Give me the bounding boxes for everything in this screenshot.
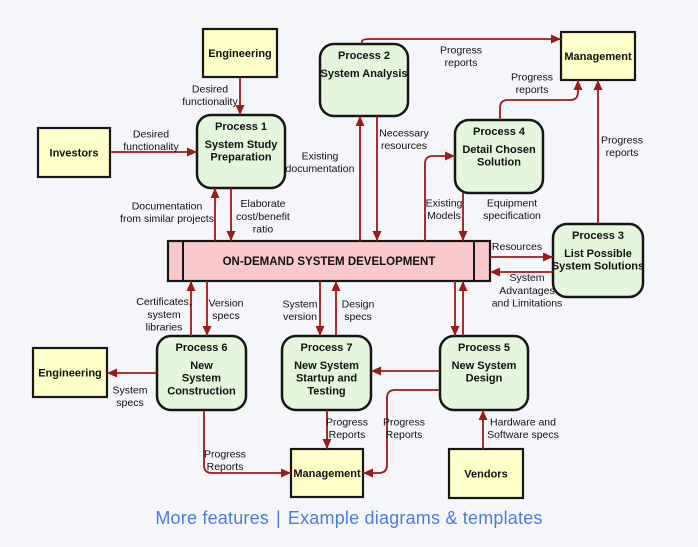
node-process-3 — [552, 224, 644, 297]
entity-label: Engineering — [38, 367, 102, 380]
flow-label-line: Version — [208, 297, 244, 310]
label-necessary-resources — [379, 127, 429, 152]
entity-label: Investors — [49, 147, 99, 160]
flow-label-line: Design — [341, 298, 375, 311]
entity-label: Engineering — [208, 47, 272, 60]
flow-label-line: Documentation — [131, 200, 203, 213]
example-diagrams-link[interactable]: Example diagrams & templates — [287, 508, 543, 528]
flow-label-line: Reports — [206, 461, 244, 474]
label-system-specs — [112, 384, 147, 409]
label-certificates-libraries — [136, 296, 191, 333]
flow-label-line: Progress — [439, 44, 483, 57]
entity-label: Vendors — [464, 468, 508, 481]
process-label-line: Solution — [477, 156, 521, 169]
flow-label-line: resources — [380, 140, 428, 153]
node-process-4 — [455, 120, 543, 193]
more-features-link[interactable]: More features — [155, 508, 270, 528]
flow-label-line: system — [147, 308, 181, 321]
flow-label-line: functionality — [123, 141, 179, 154]
process-label-line: System Solutions — [551, 260, 645, 273]
label-desired-functionality-left — [123, 128, 179, 153]
flow-label-line: Hardware and — [490, 416, 556, 429]
flow-label-line: reports — [605, 147, 639, 160]
node-process-1 — [197, 115, 285, 188]
flow-label-line: specification — [483, 210, 541, 223]
process-title: Process 5 — [458, 341, 510, 354]
node-process-6 — [157, 336, 246, 410]
process-label-line: Construction — [167, 385, 236, 398]
label-progress-reports-p5 — [383, 416, 425, 441]
label-system-advantages — [492, 272, 563, 309]
flow-label-line: Certificates, — [136, 296, 192, 309]
label-existing-models — [426, 197, 463, 222]
footer-separator: | — [276, 508, 281, 528]
flow-label-line: System — [509, 272, 545, 285]
label-hardware-software-specs — [487, 416, 559, 441]
entity-label: Management — [293, 467, 361, 480]
label-system-version — [282, 298, 317, 323]
flow-label-line: Advantages — [499, 284, 555, 297]
label-progress-reports-p6 — [204, 448, 246, 473]
process-title: Process 4 — [473, 125, 525, 138]
entity-label: Management — [564, 50, 632, 63]
flow-label-line: reports — [515, 84, 549, 97]
flow-label-line: Reports — [385, 429, 423, 442]
flow-label-line: reports — [444, 57, 478, 70]
flow-label-line: Progress — [600, 134, 644, 147]
label-version-specs — [208, 297, 243, 322]
entity-engineering-bottom — [33, 348, 107, 397]
node-process-7 — [282, 336, 371, 410]
flow-label-line: functionality — [182, 96, 238, 109]
flow-label-line: Desired — [132, 128, 170, 141]
flow-label-line: Elaborate — [240, 198, 286, 211]
process-label-line: Testing — [307, 385, 346, 398]
node-process-5 — [440, 336, 528, 410]
process-label-line: List Possible — [564, 247, 632, 260]
flow-label-line: Necessary — [379, 127, 429, 140]
label-resources — [492, 241, 542, 253]
flow-label-line: documentation — [285, 163, 355, 176]
process-title: Process 2 — [338, 49, 390, 62]
label-progress-reports-p2 — [440, 44, 482, 69]
flow-label-line: Progress — [382, 416, 426, 429]
flow-label-line: specs — [212, 310, 240, 323]
process-label-line: Design — [465, 372, 503, 385]
process-title: Process 1 — [215, 120, 267, 133]
footer-links — [0, 508, 698, 529]
label-progress-reports-p7 — [326, 416, 368, 441]
label-elaborate-ratio — [236, 198, 290, 235]
entity-management-bottom — [291, 449, 363, 497]
entity-management-top — [561, 32, 635, 80]
process-label-line: System Analysis — [320, 67, 408, 80]
store-label: ON-DEMAND SYSTEM DEVELOPMENT — [222, 256, 436, 269]
flow-label-line: specs — [116, 397, 144, 410]
flow-label-line: Resources — [491, 240, 543, 253]
flow-label-line: cost/benefit — [236, 210, 290, 223]
process-label-line: Preparation — [210, 151, 272, 164]
flow-label-line: Equipment — [486, 197, 538, 210]
process-label-line: System — [181, 372, 222, 385]
label-progress-reports-p3 — [601, 134, 643, 159]
label-documentation-similar — [120, 200, 214, 225]
store-on-demand-system-development — [168, 241, 490, 281]
entity-vendors — [449, 449, 523, 498]
flow-label-line: from similar projects — [120, 213, 214, 226]
flow-label-line: ratio — [252, 223, 274, 236]
process-label-line: Startup and — [295, 372, 358, 385]
flow-label-line: Existing — [301, 150, 339, 163]
label-progress-reports-p4 — [511, 71, 553, 96]
entity-investors — [38, 128, 110, 177]
flow-label-line: version — [283, 311, 317, 324]
node-process-2 — [320, 44, 408, 116]
flow-label-line: specs — [344, 311, 372, 324]
entity-engineering-top — [203, 29, 277, 77]
process-title: Process 6 — [175, 341, 228, 354]
process-label-line: New System — [451, 359, 517, 372]
flow-label-line: Progress — [510, 71, 554, 84]
flow-label-line: libraries — [145, 321, 183, 334]
flow-label-line: Models — [427, 210, 461, 223]
flow-label-line: and Limitations — [491, 297, 563, 310]
process-title: Process 7 — [300, 341, 353, 354]
flow-label-line: Reports — [328, 429, 366, 442]
label-equipment-specification — [483, 197, 541, 222]
label-design-specs — [342, 298, 375, 323]
process-title: Process 3 — [572, 229, 624, 242]
flow-label-line: Software specs — [487, 429, 559, 442]
label-existing-documentation — [286, 150, 355, 175]
flow-label-line: Existing — [425, 197, 463, 210]
flow-label-line: System — [282, 298, 318, 311]
flow-label-line: Desired — [191, 83, 229, 96]
process-label-line: Detail Chosen — [462, 143, 536, 156]
label-desired-functionality-top — [182, 83, 238, 108]
process-label-line: New — [190, 359, 213, 372]
flow-label-line: Progress — [325, 416, 369, 429]
flow-label-line: System — [112, 384, 148, 397]
process-label-line: System Study — [204, 138, 278, 151]
process-label-line: New System — [294, 359, 359, 372]
flow-label-line: Progress — [203, 448, 247, 461]
